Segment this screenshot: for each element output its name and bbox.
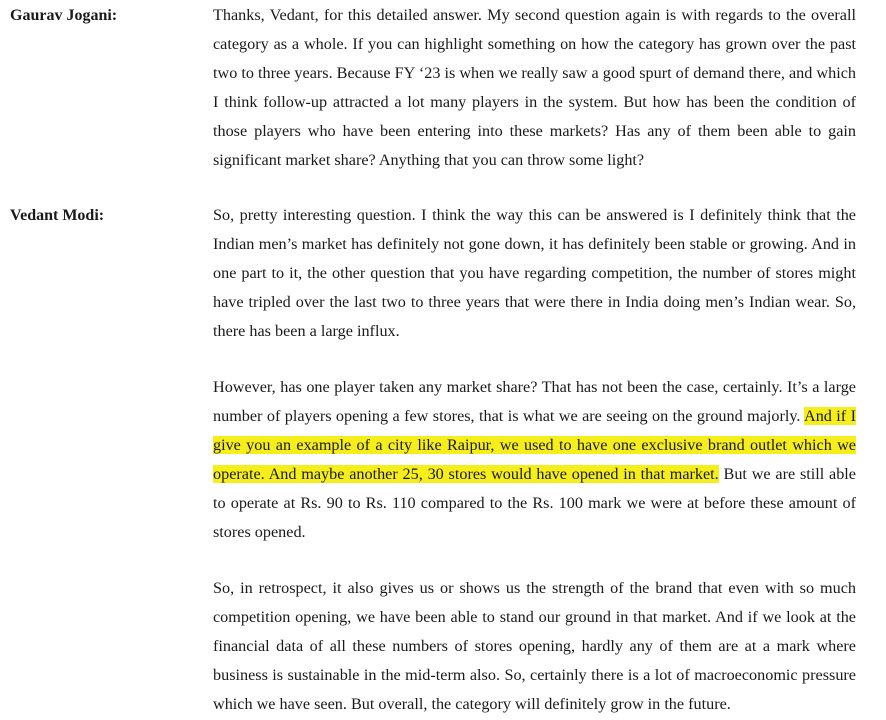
paragraph-text: However, has one player taken any market share? That has not been the case, certainly. It’s a large number of players opening a few stores, that is what we are seeing on the ground majorly. [213, 378, 856, 425]
turn-paragraph: Thanks, Vedant, for this detailed answer. My second question again is with regards to the overall category as a whole. If you can highlight something on how the category has grown over the past two to three years. Because FY ‘23 is when we really saw a good spurt of demand there, and which I think follow-up attracted a lot many players in the system. But how has been the condition of those players who have been entering into these markets? Has any of them been able to gain significant market share? Anything that you can throw some light? [213, 6, 856, 169]
speaker-name: Gaurav Jogani: [10, 7, 118, 24]
turn-paragraph-with-highlight [213, 373, 856, 547]
highlighted-text: And if I give you an example of a city like Raipur, we used to have one exclusive brand outlet which we operate. And maybe another 25, 30 stores would have opened in that market. [213, 407, 857, 483]
turn-paragraph: So, pretty interesting question. I think the way this can be answered is I definitely think that the Indian men’s market has definitely not gone down, it has definitely been stable or growing. And in one part to it, the other question that you have regarding competition, the number of stores might have tripled over the last two to three years that were there in India doing men’s Indian wear. So, there has been a large influx. [213, 206, 856, 340]
speaker-name: Vedant Modi: [10, 207, 105, 224]
turn-paragraph: So, in retrospect, it also gives us or shows us the strength of the brand that even with so much competition opening, we have been able to stand our ground in that market. And if we look at the financial data of all these numbers of stores opening, hardly any of them are at a mark where business is sustainable in the mid-term also. So, certainly there is a lot of macroeconomic pressure which we have seen. But overall, the category will definitely grow in the future. [213, 579, 856, 713]
paragraph-text: But we are still able to operate at Rs. 90 to Rs. 110 compared to the Rs. 100 mark we were at before these amount of stores opened. [213, 465, 856, 541]
